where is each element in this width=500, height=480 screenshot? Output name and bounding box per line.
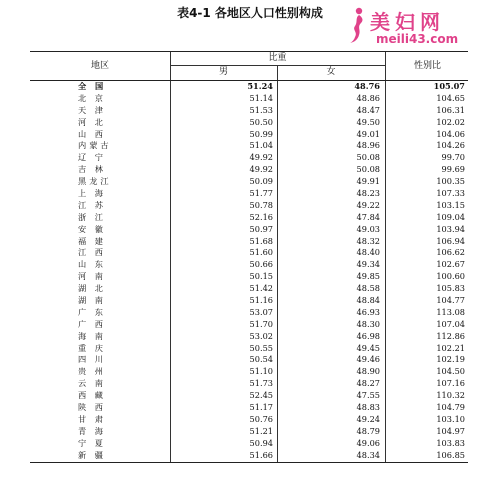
sex-ratio-cell: 100.60 (436, 271, 465, 282)
table-row (30, 343, 468, 355)
region-cell: 福 建 (78, 235, 106, 246)
male-cell: 51.04 (249, 140, 273, 151)
region-cell: 上 海 (78, 188, 106, 199)
male-cell: 50.66 (249, 259, 273, 270)
female-cell: 49.01 (356, 128, 380, 139)
sex-ratio-cell: 99.70 (441, 152, 465, 163)
column-header-proportion: 比重 (170, 52, 385, 66)
male-cell: 51.21 (249, 425, 273, 436)
male-cell: 50.99 (249, 128, 273, 139)
table-row (30, 390, 468, 402)
sex-ratio-cell: 106.31 (436, 104, 465, 115)
region-cell: 浙 江 (78, 211, 106, 222)
region-cell: 广 东 (78, 306, 106, 317)
male-cell: 50.94 (249, 437, 273, 448)
region-cell: 北 京 (78, 92, 106, 103)
table-header (30, 51, 468, 81)
region-cell: 青 海 (78, 425, 106, 436)
table-row (30, 354, 468, 366)
region-cell: 湖 南 (78, 295, 106, 306)
table-row (30, 402, 468, 414)
region-cell: 山 东 (78, 259, 106, 270)
sex-ratio-cell: 104.26 (436, 140, 465, 151)
sex-ratio-cell: 103.94 (436, 223, 465, 234)
region-cell: 天 津 (78, 104, 106, 115)
page-title: 表4-1 各地区人口性别构成 (177, 6, 323, 20)
male-cell: 50.76 (249, 413, 273, 424)
male-cell: 51.73 (249, 378, 273, 389)
sex-ratio-cell: 102.21 (436, 342, 465, 353)
woman-silhouette-icon (346, 6, 368, 44)
female-cell: 49.06 (356, 437, 380, 448)
region-cell: 重 庆 (78, 342, 106, 353)
male-cell: 51.53 (249, 104, 273, 115)
sex-ratio-cell: 102.19 (436, 354, 465, 365)
female-cell: 49.46 (356, 354, 380, 365)
table-row (30, 450, 468, 462)
table-row (30, 283, 468, 295)
female-cell: 49.03 (356, 223, 380, 234)
female-cell: 48.32 (356, 235, 380, 246)
region-cell: 黑龙江 (78, 176, 112, 187)
female-cell: 50.08 (356, 164, 380, 175)
female-cell: 47.84 (356, 211, 380, 222)
sex-ratio-cell: 107.33 (436, 188, 465, 199)
table-row (30, 129, 468, 141)
table-row (30, 426, 468, 438)
male-cell: 50.09 (249, 176, 273, 187)
male-cell: 51.70 (249, 318, 273, 329)
table-row (30, 152, 468, 164)
region-cell: 河 南 (78, 271, 106, 282)
male-cell: 49.92 (249, 152, 273, 163)
region-cell: 辽 宁 (78, 152, 106, 163)
sex-ratio-cell: 103.15 (436, 199, 465, 210)
sex-ratio-cell: 102.67 (436, 259, 465, 270)
sex-ratio-cell: 104.77 (436, 295, 465, 306)
column-header-region: 地区 (30, 52, 171, 80)
male-cell: 51.16 (249, 295, 273, 306)
female-cell: 48.96 (356, 140, 380, 151)
sex-ratio-cell: 103.83 (436, 437, 465, 448)
female-cell: 49.91 (356, 176, 380, 187)
female-cell: 48.86 (356, 92, 380, 103)
male-cell: 51.77 (249, 188, 273, 199)
column-header-female: 女 (326, 67, 336, 77)
table-row (30, 247, 468, 259)
table-row (30, 378, 468, 390)
female-cell: 48.47 (356, 104, 380, 115)
female-cell: 49.34 (356, 259, 380, 270)
sex-ratio-cell: 106.62 (436, 247, 465, 258)
region-cell: 吉 林 (78, 164, 106, 175)
female-cell: 48.83 (356, 402, 380, 413)
region-cell: 湖 北 (78, 283, 106, 294)
sex-ratio-cell: 99.69 (441, 164, 465, 175)
sex-ratio-cell: 103.10 (436, 413, 465, 424)
region-cell: 安 徽 (78, 223, 106, 234)
female-cell: 47.55 (356, 390, 380, 401)
male-cell: 50.54 (249, 354, 273, 365)
sex-ratio-cell: 106.94 (436, 235, 465, 246)
male-cell: 52.45 (249, 390, 273, 401)
table-row (30, 438, 468, 450)
region-cell: 江 苏 (78, 199, 106, 210)
region-cell: 云 南 (78, 378, 106, 389)
table-body (30, 81, 468, 463)
female-cell: 48.84 (356, 295, 380, 306)
sex-ratio-cell: 107.04 (436, 318, 465, 329)
sex-ratio-cell: 110.32 (436, 390, 465, 401)
sex-ratio-cell: 102.02 (436, 116, 465, 127)
sex-ratio-cell: 100.35 (436, 176, 465, 187)
male-cell: 52.16 (249, 211, 273, 222)
region-cell: 四 川 (78, 354, 106, 365)
female-cell: 48.79 (356, 425, 380, 436)
female-cell: 49.50 (356, 116, 380, 127)
sex-ratio-cell: 109.04 (436, 211, 465, 222)
sex-ratio-cell: 113.08 (436, 306, 465, 317)
region-cell: 西 藏 (78, 390, 106, 401)
sex-ratio-cell: 112.86 (436, 330, 465, 341)
table-row (30, 140, 468, 152)
female-cell: 48.23 (356, 188, 380, 199)
region-cell: 陕 西 (78, 402, 106, 413)
male-cell: 50.97 (249, 223, 273, 234)
table-row (30, 176, 468, 188)
table-row (30, 105, 468, 117)
male-cell: 51.42 (249, 283, 273, 294)
table-row (30, 212, 468, 224)
column-header-sex-ratio: 性别比 (385, 52, 469, 80)
male-cell: 53.02 (249, 330, 273, 341)
female-cell: 49.45 (356, 342, 380, 353)
sex-ratio-cell: 107.16 (436, 378, 465, 389)
male-cell: 49.92 (249, 164, 273, 175)
table-row (30, 81, 468, 93)
table-row (30, 366, 468, 378)
female-cell: 48.76 (354, 81, 380, 91)
region-cell: 江 西 (78, 247, 106, 258)
male-cell: 53.07 (249, 306, 273, 317)
female-cell: 50.08 (356, 152, 380, 163)
female-cell: 46.93 (356, 306, 380, 317)
female-cell: 48.27 (356, 378, 380, 389)
table-row (30, 93, 468, 105)
sex-ratio-cell: 105.83 (436, 283, 465, 294)
table-row (30, 307, 468, 319)
male-cell: 50.50 (249, 116, 273, 127)
female-cell: 48.58 (356, 283, 380, 294)
male-cell: 50.15 (249, 271, 273, 282)
sex-ratio-cell: 104.50 (436, 366, 465, 377)
watermark (346, 6, 486, 48)
region-cell: 内蒙古 (78, 140, 112, 151)
female-cell: 46.98 (356, 330, 380, 341)
region-cell: 宁 夏 (78, 437, 106, 448)
table-row (30, 236, 468, 248)
male-cell: 51.66 (249, 449, 273, 460)
sex-ratio-cell: 104.65 (436, 92, 465, 103)
sex-composition-table (30, 51, 468, 463)
table-row (30, 259, 468, 271)
table-row (30, 295, 468, 307)
male-cell: 51.60 (249, 247, 273, 258)
region-cell: 新 疆 (78, 449, 106, 460)
male-cell: 50.78 (249, 199, 273, 210)
region-cell: 山 西 (78, 128, 106, 139)
table-row (30, 117, 468, 129)
table-row (30, 188, 468, 200)
region-cell: 广 西 (78, 318, 106, 329)
male-cell: 51.24 (247, 81, 273, 91)
region-cell: 河 北 (78, 116, 106, 127)
region-cell: 甘 肃 (78, 413, 106, 424)
female-cell: 48.30 (356, 318, 380, 329)
male-cell: 50.55 (249, 342, 273, 353)
table-row (30, 200, 468, 212)
male-cell: 51.10 (249, 366, 273, 377)
sex-ratio-cell: 104.79 (436, 402, 465, 413)
female-cell: 49.22 (356, 199, 380, 210)
region-cell: 海 南 (78, 330, 106, 341)
female-cell: 48.40 (356, 247, 380, 258)
watermark-url: meili43.com (376, 32, 459, 46)
table-row (30, 331, 468, 343)
region-cell: 贵 州 (78, 366, 106, 377)
table-row (30, 319, 468, 331)
female-cell: 48.34 (356, 449, 380, 460)
table-row (30, 164, 468, 176)
female-cell: 49.85 (356, 271, 380, 282)
sex-ratio-cell: 104.06 (436, 128, 465, 139)
watermark-name: 美妇网 (370, 10, 445, 34)
table-row (30, 414, 468, 426)
male-cell: 51.68 (249, 235, 273, 246)
region-cell: 全 国 (78, 81, 107, 91)
table-row (30, 224, 468, 236)
female-cell: 49.24 (356, 413, 380, 424)
sex-ratio-cell: 106.85 (436, 449, 465, 460)
female-cell: 48.90 (356, 366, 380, 377)
sex-ratio-cell: 104.97 (436, 425, 465, 436)
table-row (30, 271, 468, 283)
column-header-male: 男 (170, 65, 278, 80)
sex-ratio-cell: 105.07 (433, 81, 465, 91)
male-cell: 51.14 (249, 92, 273, 103)
male-cell: 51.17 (249, 402, 273, 413)
